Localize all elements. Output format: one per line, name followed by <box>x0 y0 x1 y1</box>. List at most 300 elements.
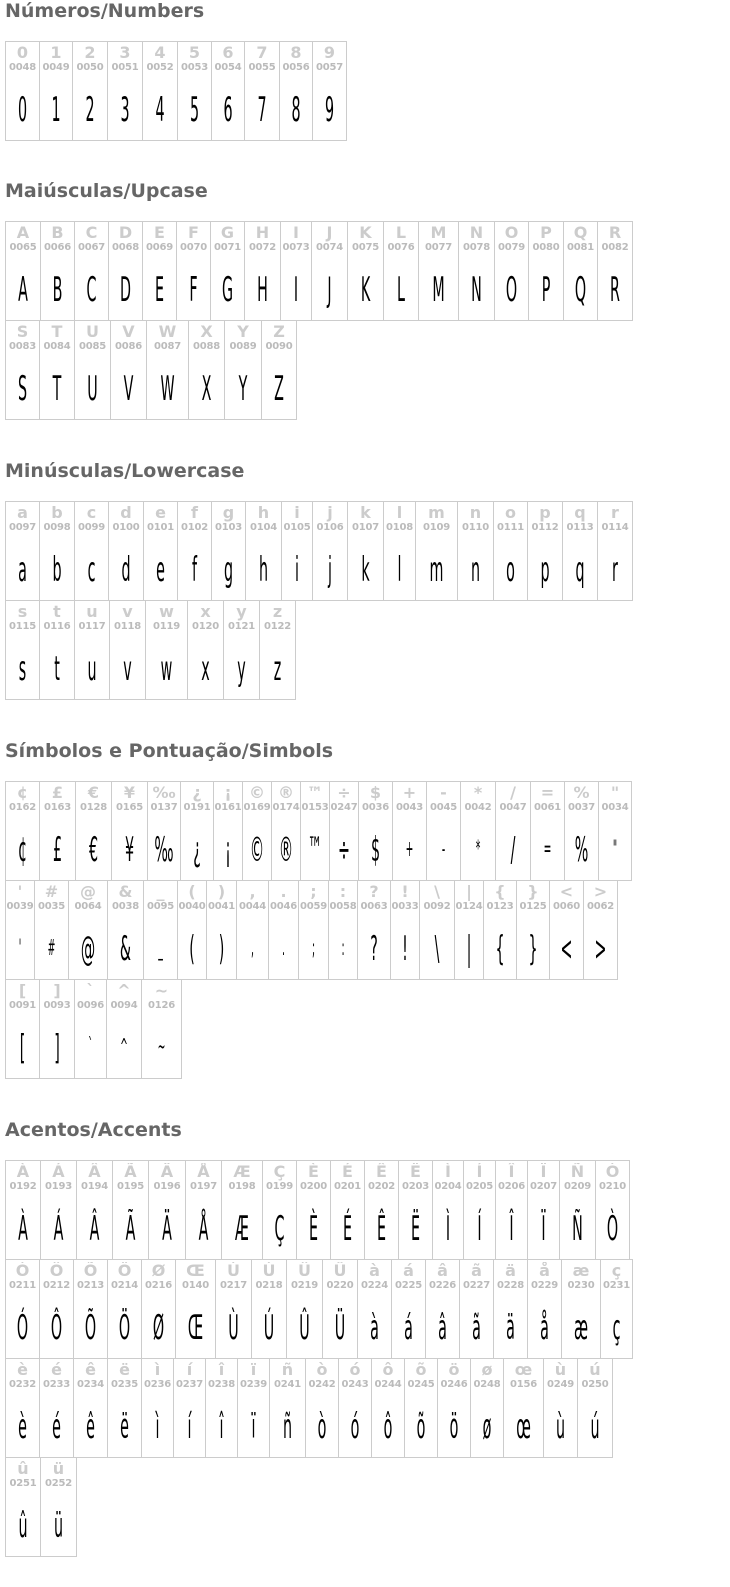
glyph-cell <box>74 979 107 1079</box>
character-label: e <box>155 504 166 522</box>
character-label: Ü <box>333 1262 347 1280</box>
glyph-sample: j <box>328 550 332 590</box>
glyph-sample: G <box>221 270 234 310</box>
glyph-sample: g <box>223 550 234 590</box>
glyph-sample: ! <box>402 929 408 969</box>
glyph-sample: e <box>156 550 165 590</box>
character-label: Ï <box>540 1163 547 1181</box>
glyph-cell <box>187 600 224 700</box>
character-code: 0219 <box>290 1280 319 1291</box>
character-label: á <box>403 1262 414 1280</box>
character-code: 0070 <box>179 242 208 253</box>
character-label: ú <box>589 1361 601 1379</box>
glyph-sample: å <box>540 1308 549 1348</box>
character-label: f <box>191 504 198 522</box>
character-label: ¿ <box>192 784 202 802</box>
glyph-cell <box>40 1160 77 1260</box>
character-label: k <box>360 504 371 522</box>
glyph-cell <box>146 320 189 420</box>
glyph-row <box>5 501 633 601</box>
glyph-sample: Ë <box>410 1209 421 1249</box>
character-label: # <box>44 883 59 901</box>
character-code: 0201 <box>333 1181 362 1192</box>
glyph-cell <box>74 221 109 321</box>
character-label: r <box>611 504 619 522</box>
character-label: G <box>220 224 235 242</box>
character-label: ÷ <box>337 784 351 802</box>
glyph-cell <box>5 221 41 321</box>
glyph-sample: Ê <box>376 1209 387 1249</box>
character-code: 0064 <box>74 901 102 912</box>
character-code: 0094 <box>110 1000 138 1011</box>
character-code: 0081 <box>566 242 595 253</box>
glyph-sample: Y <box>238 369 248 409</box>
character-code: 0095 <box>146 901 175 912</box>
section-title: Maiúsculas/Upcase <box>5 180 208 202</box>
character-code: 0233 <box>42 1379 71 1390</box>
character-label: ù <box>554 1361 567 1379</box>
glyph-cell <box>328 880 358 980</box>
character-code: 0192 <box>9 1181 37 1192</box>
glyph-cell <box>34 880 69 980</box>
glyph-sample: 9 <box>324 90 335 130</box>
glyph-cell <box>177 880 207 980</box>
glyph-sample: ï <box>251 1407 256 1447</box>
glyph-sample: Í <box>477 1209 482 1249</box>
character-code: 0227 <box>462 1280 491 1291</box>
character-code: 0161 <box>214 802 242 813</box>
character-code: 0109 <box>422 522 451 533</box>
glyph-row <box>5 1260 633 1359</box>
glyph-cell <box>39 320 75 420</box>
character-label: Ö <box>117 1262 132 1280</box>
glyph-cell <box>5 600 40 700</box>
character-code: 0232 <box>8 1379 37 1390</box>
glyph-sample: U <box>87 369 98 409</box>
character-code: 0128 <box>79 802 108 813</box>
glyph-cell <box>145 600 188 700</box>
character-code: 0066 <box>43 242 72 253</box>
character-code: 0072 <box>248 242 277 253</box>
glyph-cell <box>141 979 182 1079</box>
character-code: 0241 <box>273 1379 302 1390</box>
glyph-sample: r <box>612 550 618 590</box>
character-code: 0047 <box>499 802 527 813</box>
glyph-sample: Ä <box>162 1209 172 1249</box>
glyph-sample: W <box>160 369 175 409</box>
glyph-sample: ~ <box>157 1035 166 1060</box>
glyph-grid <box>5 1160 633 1557</box>
character-code: 0037 <box>567 802 596 813</box>
glyph-cell <box>221 1160 263 1260</box>
character-label: Õ <box>83 1262 98 1280</box>
character-label: Û <box>298 1262 311 1280</box>
character-code: 0252 <box>44 1478 73 1489</box>
character-label: q <box>574 504 586 522</box>
character-code: 0071 <box>213 242 242 253</box>
glyph-row <box>5 601 633 700</box>
character-label: p <box>539 504 551 522</box>
glyph-cell <box>74 320 111 420</box>
character-label: Ù <box>227 1262 240 1280</box>
character-label: - <box>440 784 447 802</box>
glyph-cell <box>404 1358 438 1458</box>
glyph-sample: . <box>282 936 285 961</box>
character-label: ^ <box>117 982 131 1000</box>
character-label: Q <box>573 224 588 242</box>
character-code: 0040 <box>178 901 206 912</box>
glyph-cell <box>211 41 245 141</box>
glyph-sample: ; <box>311 936 316 961</box>
glyph-sample: ü <box>53 1506 64 1546</box>
character-code: 0106 <box>316 522 344 533</box>
character-label: ~ <box>154 982 169 1000</box>
glyph-sample: â <box>438 1308 447 1348</box>
glyph-cell <box>577 1358 613 1458</box>
glyph-sample: ÷ <box>338 830 350 870</box>
glyph-cell <box>597 501 633 601</box>
glyph-sample: é <box>52 1407 61 1447</box>
character-code: 0123 <box>486 901 514 912</box>
character-code: 0220 <box>326 1280 354 1291</box>
glyph-sample: £ <box>52 830 63 870</box>
glyph-cell <box>5 1457 41 1557</box>
character-code: 0251 <box>9 1478 37 1489</box>
glyph-cell <box>108 221 143 321</box>
character-code: 0156 <box>509 1379 538 1390</box>
character-label: é <box>51 1361 62 1379</box>
glyph-sample: ú <box>590 1407 600 1447</box>
glyph-sample: 6 <box>223 90 233 130</box>
glyph-sample: Ç <box>274 1209 285 1249</box>
glyph-sample: V <box>123 369 134 409</box>
glyph-sample: € <box>88 830 99 870</box>
character-code: 0204 <box>434 1181 462 1192</box>
glyph-sample: l <box>397 550 402 590</box>
character-label: . <box>280 883 287 901</box>
glyph-sample: Œ <box>187 1308 204 1348</box>
glyph-sample: Ñ <box>572 1209 583 1249</box>
glyph-cell <box>107 1259 142 1359</box>
character-label: = <box>540 784 555 802</box>
character-code: 0044 <box>238 901 267 912</box>
glyph-sample: à <box>370 1308 379 1348</box>
character-code: 0205 <box>465 1181 494 1192</box>
character-code: 0060 <box>552 901 581 912</box>
character-label: x <box>200 603 211 621</box>
character-label: ¥ <box>123 784 136 802</box>
character-label: u <box>86 603 98 621</box>
character-code: 0057 <box>315 62 344 73</box>
character-label: ' <box>17 883 23 901</box>
character-code: 0214 <box>110 1280 139 1291</box>
character-code: 0116 <box>43 621 71 632</box>
glyph-cell <box>110 320 147 420</box>
character-code: 0235 <box>110 1379 139 1390</box>
glyph-cell <box>559 1160 596 1260</box>
glyph-sample: Ü <box>334 1308 346 1348</box>
character-code: 0050 <box>76 62 104 73</box>
glyph-cell <box>268 880 299 980</box>
character-label: È <box>308 1163 319 1181</box>
glyph-row <box>5 221 633 321</box>
glyph-sample: ` <box>88 1035 93 1060</box>
character-code: 0041 <box>207 901 236 912</box>
character-label: i <box>294 504 300 522</box>
character-code: 0247 <box>330 802 358 813</box>
glyph-cell <box>143 501 178 601</box>
glyph-cell <box>112 1160 149 1260</box>
character-label: / <box>510 784 516 802</box>
glyph-sample: L <box>397 270 405 310</box>
character-label: , <box>249 883 256 901</box>
glyph-sample: o <box>506 550 515 590</box>
character-code: 0101 <box>146 522 175 533</box>
character-code: 0124 <box>455 901 483 912</box>
glyph-sample: Ø <box>152 1308 165 1348</box>
glyph-sample: ™ <box>307 830 323 870</box>
glyph-sample: u <box>87 649 97 689</box>
glyph-cell <box>176 221 211 321</box>
glyph-sample: * <box>475 837 481 862</box>
character-label: J <box>326 224 333 242</box>
character-label: L <box>395 224 407 242</box>
character-label: { <box>494 883 506 901</box>
glyph-cell <box>259 600 296 700</box>
glyph-cell <box>213 781 243 881</box>
character-label: o <box>505 504 516 522</box>
section-title: Números/Numbers <box>5 0 205 22</box>
glyph-cell <box>148 1160 186 1260</box>
glyph-cell <box>279 41 313 141</box>
character-label: S <box>16 323 29 341</box>
glyph-sample: ¿ <box>193 830 201 870</box>
character-code: 0093 <box>43 1000 71 1011</box>
glyph-sample: Ì <box>445 1209 451 1249</box>
glyph-cell <box>495 1160 528 1260</box>
glyph-cell <box>237 1358 270 1458</box>
character-label: ü <box>52 1460 65 1478</box>
character-code: 0230 <box>567 1280 595 1291</box>
character-label: Ñ <box>570 1163 585 1181</box>
glyph-cell <box>39 1259 74 1359</box>
glyph-cell <box>494 221 529 321</box>
character-label: & <box>118 883 133 901</box>
glyph-cell <box>281 501 313 601</box>
character-code: 0113 <box>566 522 594 533</box>
character-code: 0117 <box>78 621 106 632</box>
character-label: ¡ <box>224 784 232 802</box>
character-code: 0033 <box>391 901 419 912</box>
glyph-cell <box>5 979 40 1079</box>
character-code: 0092 <box>423 901 451 912</box>
character-code: 0248 <box>473 1379 501 1390</box>
character-code: 0043 <box>395 802 424 813</box>
glyph-sample: \ <box>434 929 440 969</box>
glyph-cell <box>280 221 312 321</box>
glyph-sample: | <box>466 929 472 969</box>
glyph-sample: û <box>18 1506 28 1546</box>
glyph-sample: ê <box>86 1407 95 1447</box>
character-label: Ó <box>15 1262 30 1280</box>
glyph-sample: ¥ <box>124 830 135 870</box>
character-label: N <box>469 224 484 242</box>
glyph-sample: N <box>471 270 482 310</box>
character-label: î <box>218 1361 225 1379</box>
glyph-sample: = <box>543 837 552 862</box>
glyph-sample: ® <box>278 830 294 870</box>
glyph-cell <box>530 781 565 881</box>
glyph-cell <box>528 221 564 321</box>
character-label: ø <box>481 1361 493 1379</box>
glyph-cell <box>72 41 108 141</box>
character-label: D <box>118 224 133 242</box>
character-label: g <box>222 504 235 522</box>
character-label: © <box>249 784 265 802</box>
character-label: U <box>86 323 99 341</box>
glyph-cell <box>454 880 484 980</box>
glyph-cell <box>5 1160 41 1260</box>
character-label: } <box>527 883 539 901</box>
glyph-cell <box>364 1160 399 1260</box>
character-code: 0034 <box>601 802 629 813</box>
glyph-cell <box>39 1358 74 1458</box>
glyph-sample: + <box>405 837 414 862</box>
glyph-sample: 1 <box>51 90 61 130</box>
character-label: l <box>396 504 403 522</box>
glyph-cell <box>244 221 281 321</box>
character-label: \ <box>434 883 440 901</box>
glyph-sample: K <box>360 270 371 310</box>
character-label: ! <box>401 883 409 901</box>
character-label: | <box>466 883 472 901</box>
character-code: 0080 <box>532 242 560 253</box>
character-code: 0051 <box>111 62 139 73</box>
character-code: 0084 <box>43 341 71 352</box>
character-label: " <box>610 784 620 802</box>
glyph-sample: h <box>258 550 269 590</box>
glyph-sample: œ <box>516 1407 531 1447</box>
glyph-sample: @ <box>80 929 96 969</box>
glyph-sample: f <box>191 550 198 590</box>
glyph-cell <box>109 600 146 700</box>
glyph-cell <box>211 501 246 601</box>
glyph-grid <box>5 41 347 141</box>
glyph-sample: Â <box>89 1209 100 1249</box>
glyph-sample: D <box>120 270 131 310</box>
glyph-cell <box>147 781 181 881</box>
glyph-sample: ¡ <box>225 830 231 870</box>
character-code: 0244 <box>374 1379 402 1390</box>
glyph-cell <box>107 1358 142 1458</box>
glyph-row <box>5 321 633 420</box>
character-label: à <box>369 1262 380 1280</box>
character-label: h <box>257 504 270 522</box>
character-label: É <box>342 1163 353 1181</box>
character-label: Í <box>476 1163 483 1181</box>
glyph-sample: À <box>18 1209 28 1249</box>
glyph-cell <box>437 1358 471 1458</box>
glyph-sample: & <box>119 929 132 969</box>
character-label: æ <box>572 1262 590 1280</box>
glyph-cell <box>329 781 359 881</box>
character-code: 0090 <box>265 341 293 352</box>
glyph-sample: 7 <box>257 90 267 130</box>
character-label: c <box>86 504 97 522</box>
glyph-cell <box>563 221 598 321</box>
glyph-cell <box>261 320 297 420</box>
character-code: 0048 <box>8 62 37 73</box>
character-code: 0086 <box>114 341 143 352</box>
character-label: Y <box>237 323 249 341</box>
glyph-row <box>5 1458 633 1557</box>
glyph-cell <box>322 1259 358 1359</box>
character-code: 0209 <box>563 1181 592 1192</box>
glyph-cell <box>39 979 75 1079</box>
glyph-sample: Æ <box>235 1209 249 1249</box>
character-label: j <box>327 504 333 522</box>
glyph-cell <box>358 781 393 881</box>
glyph-cell <box>503 1358 544 1458</box>
glyph-cell <box>244 41 280 141</box>
glyph-cell <box>73 1259 108 1359</box>
character-label: P <box>540 224 552 242</box>
glyph-sample: x <box>201 649 210 689</box>
glyph-cell <box>107 41 143 141</box>
character-code: 0061 <box>533 802 562 813</box>
glyph-cell <box>312 41 347 141</box>
section-4 <box>5 1119 633 1557</box>
character-label: B <box>51 224 64 242</box>
glyph-sample: Q <box>574 270 587 310</box>
character-code: 0089 <box>229 341 257 352</box>
character-code: 0108 <box>385 522 414 533</box>
character-label: t <box>53 603 61 621</box>
character-label: % <box>573 784 590 802</box>
glyph-cell <box>236 880 269 980</box>
glyph-cell <box>415 501 458 601</box>
glyph-cell <box>296 1160 331 1260</box>
glyph-sample: H <box>257 270 268 310</box>
character-label: ; <box>310 883 317 901</box>
glyph-sample: % <box>574 830 589 870</box>
glyph-cell <box>458 221 495 321</box>
glyph-sample: I <box>293 270 299 310</box>
character-code: 0234 <box>76 1379 105 1390</box>
glyph-sample: J <box>327 270 332 310</box>
glyph-sample: î <box>219 1407 224 1447</box>
character-code: 0163 <box>43 802 72 813</box>
glyph-cell <box>143 880 178 980</box>
glyph-sample: è <box>18 1407 27 1447</box>
character-code: 0039 <box>6 901 34 912</box>
glyph-sample: i <box>295 550 299 590</box>
character-code: 0104 <box>249 522 278 533</box>
glyph-sample: 8 <box>291 90 301 130</box>
character-label: I <box>293 224 299 242</box>
character-code: 0062 <box>586 901 615 912</box>
character-label: W <box>158 323 177 341</box>
glyph-sample: Z <box>274 369 284 409</box>
section-1 <box>5 180 633 420</box>
glyph-cell <box>39 501 75 601</box>
character-label: y <box>236 603 247 621</box>
character-code: 0165 <box>115 802 144 813</box>
character-label: > <box>593 883 608 901</box>
character-label: @ <box>80 883 96 901</box>
character-label: X <box>200 323 213 341</box>
glyph-cell <box>188 320 225 420</box>
